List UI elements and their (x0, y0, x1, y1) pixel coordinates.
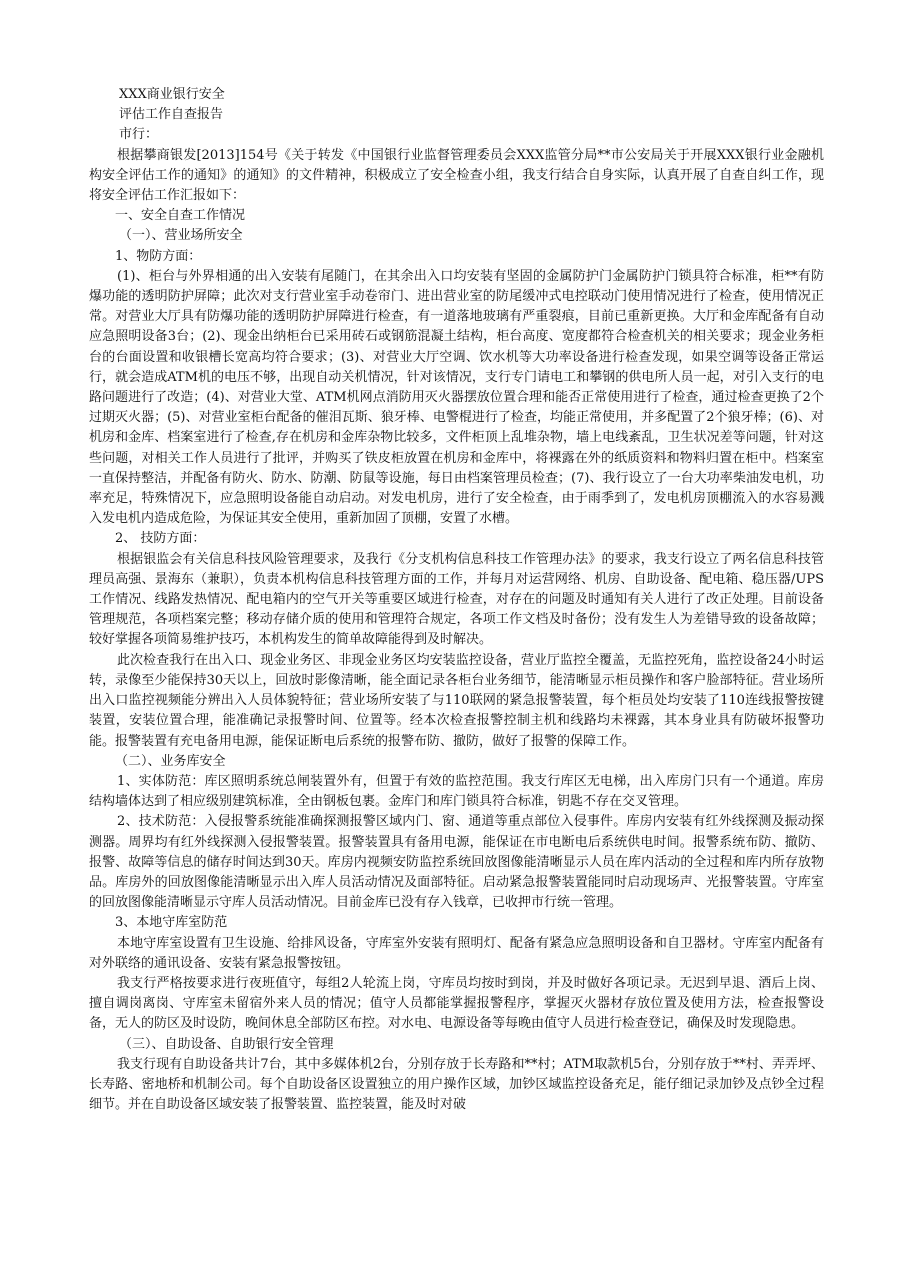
intro-paragraph: 根据攀商银发[2013]154号《关于转发《中国银行业监督管理委员会XXX监管分局**市公安局关于开展XXX银行业金融机构安全评估工作的通知》的通知》的文件精神，积极成立了安全检查小组，我支行结合自身实际，认真开展了自查自纠工作，现将安全评估工作汇报如下： (89, 147, 824, 204)
atm-paragraph: 我支行现有自助设备共计7台，其中多媒体机2台，分别存放于长寿路和**村；ATM取款机5台，分别存放于**村、弄弄坪、长寿路、密地桥和机制公司。每个自助设备区设置独立的用户操作区域，加钞区域监控设备充足，能仔细记录加钞及点钞全过程细节。并在自助设备区域安装了报警装置、监控装置，能及时对破 (89, 1056, 824, 1113)
vault-guard-paragraph-1: 本地守库室设置有卫生设施、给排风设备，守库室外安装有照明灯、配备有紧急应急照明设备和自卫器材。守库室内配备有对外联络的通讯设备、安装有紧急报警按钮。 (89, 935, 824, 971)
vault-guard-paragraph-2: 我支行严格按要求进行夜班值守，每组2人轮流上岗，守库员均按时到岗，并及时做好各项记录。无迟到早退、酒后上岗、擅自调岗离岗、守库室未留宿外来人员的情况；值守人员都能掌握报警程序，掌握灭火器材存放位置及使用方法，检查报警设备，无人的防区及时设防，晚间休息全部防区布控。对水电、电源设备等每晚由值守人员进行检查登记，确保及时发现隐患。 (89, 975, 824, 1032)
vault-physical-paragraph: 1、实体防范：库区照明系统总闸装置外有，但置于有效的监控范围。我支行库区无电梯，出入库房门只有一个通道。库房结构墙体达到了相应级别建筑标准，全由钢板包裹。金库门和库门锁具符合标准，钥匙不存在交叉管理。 (89, 773, 824, 810)
section-heading-1: 一、安全自查工作情况 (115, 208, 246, 224)
section-heading-1-3: （三）、自助设备、自助银行安全管理 (119, 1036, 334, 1052)
section-heading-1-1: （一）、营业场所安全 (119, 228, 243, 244)
document-title-line1: XXX商业银行安全 (119, 87, 225, 102)
item-heading-physical: 1、物防方面： (115, 248, 202, 264)
document-body (89, 85, 824, 1115)
item-heading-technical: 2、 技防方面： (115, 531, 206, 547)
section-heading-1-2: （二）、业务库安全 (115, 753, 226, 769)
document-title-line2: 评估工作自查报告 (119, 107, 224, 123)
salutation: 市行： (119, 127, 159, 143)
vault-technical-paragraph: 2、技术防范：入侵报警系统能准确探测报警区域内门、窗、通道等重点部位入侵事件。库房内安装有红外线探测及振动探测器。周界均有红外线探测入侵报警装置。报警装置具有备用电源，能保证在市电断电后系统供电时间。报警系统布防、撤防、报警、故障等信息的储存时间达到30天。库房内视频安防监控系统回放图像能清晰显示人员在库内活动的全过程和库内所存放物品。库房外的回放图像能清晰显示出入库人员活动情况及面部特征。启动紧急报警装置能同时启动现场声、光报警装置。守库室的回放图像能清晰显示守库人员活动情况。目前金库已没有存入钱章，已收押市行统一管理。 (89, 814, 824, 911)
physical-defense-paragraph: (1)、柜台与外界相通的出入安装有尾随门，在其余出入口均安装有坚固的金属防护门金属防护门锁具符合标准，柜**有防爆功能的透明防护屏障；此次对支行营业室手动卷帘门、进出营业室的防尾缓冲式电控联动门使用情况进行了检查，使用情况正常。对营业大厅具有防爆功能的透明防护屏障进行检查，有一道落地玻璃有严重裂痕，目前已重新更换。大厅和金库配备有自动应急照明设备3台；(2)、现金出纳柜台已采用砖石或钢筋混凝土结构，柜台高度、宽度都符合检查机关的相关要求；现金业务柜台的台面设置和收银槽长宽高均符合要求；(3)、对营业大厅空调、饮水机等大功率设备进行检查发现，如果空调等设备正常运行，就会造成ATM机的电压不够，出现自动关机情况，针对该情况，支行专门请电工和攀钢的供电所人员一起，对引入支行的电路问题进行了改造；(4)、对营业大堂、ATM机网点消防用灭火器摆放位置合理和能否正常使用进行了检查，通过检查更换了2个过期灭火器；(5)、对营业室柜台配备的催泪瓦斯、狼牙棒、电警棍进行了检查，均能正常使用，并多配置了2个狼牙棒；(6)、对机房和金库、档案室进行了检查,存在机房和金库杂物比较多，文件柜顶上乱堆杂物，墙上电线紊乱，卫生状况差等问题，针对这些问题，对相关工作人员进行了批评，并购买了铁皮柜放置在机房和金库中，将裸露在外的纸质资料和物料归置在柜中。档案室一直保持整洁，并配备有防火、防水、防潮、防鼠等设施，每日由档案管理员检查；(7)、我行设立了一台大功率柴油发电机，功率充足，特殊情况下，应急照明设备能自动启动。对发电机房，进行了安全检查，由于雨季到了，发电机房顶棚流入的水容易溅入发电机内造成危险，为保证其安全使用，重新加固了顶棚，安置了水槽。 (89, 268, 824, 527)
vault-guard-heading: 3、本地守库室防范 (115, 915, 228, 931)
technical-defense-paragraph-2: 此次检查我行在出入口、现金业务区、非现金业务区均安装监控设备，营业厅监控全覆盖，无监控死角，监控设备24小时运转，录像至少能保持30天以上，回放时影像清晰，能全面记录各柜台业务细节，能清晰显示柜员操作和客户脸部特征。营业场所出入口监控视频能分辨出入人员体貌特征；营业场所安装了与110联网的紧急报警装置，每个柜员处均安装了110连线报警按键装置，安装位置合理，能准确记录报警时间、位置等。经本次检查报警控制主机和线路均未裸露，其本身业具有防破坏报警功能。报警装置有充电备用电源，能保证断电后系统的报警布防、撤防，做好了报警的保障工作。 (89, 652, 824, 749)
technical-defense-paragraph-1: 根据银监会有关信息科技风险管理要求，及我行《分支机构信息科技工作管理办法》的要求，我支行设立了两名信息科技管理员高强、景海东（兼职），负责本机构信息科技管理方面的工作，并每月对运营网络、机房、自助设备、配电箱、稳压器/UPS工作情况、线路发热情况、配电箱内的空气开关等重要区域进行检查，对存在的问题及时通知有关人进行了改正处理。目前设备管理规范，各项档案完整；移动存储介质的使用和管理符合规定，各项工作文档及时备份；没有发生人为差错导致的设备故障；较好掌握各项简易维护技巧，本机构发生的简单故障能得到及时解决。 (89, 551, 824, 648)
